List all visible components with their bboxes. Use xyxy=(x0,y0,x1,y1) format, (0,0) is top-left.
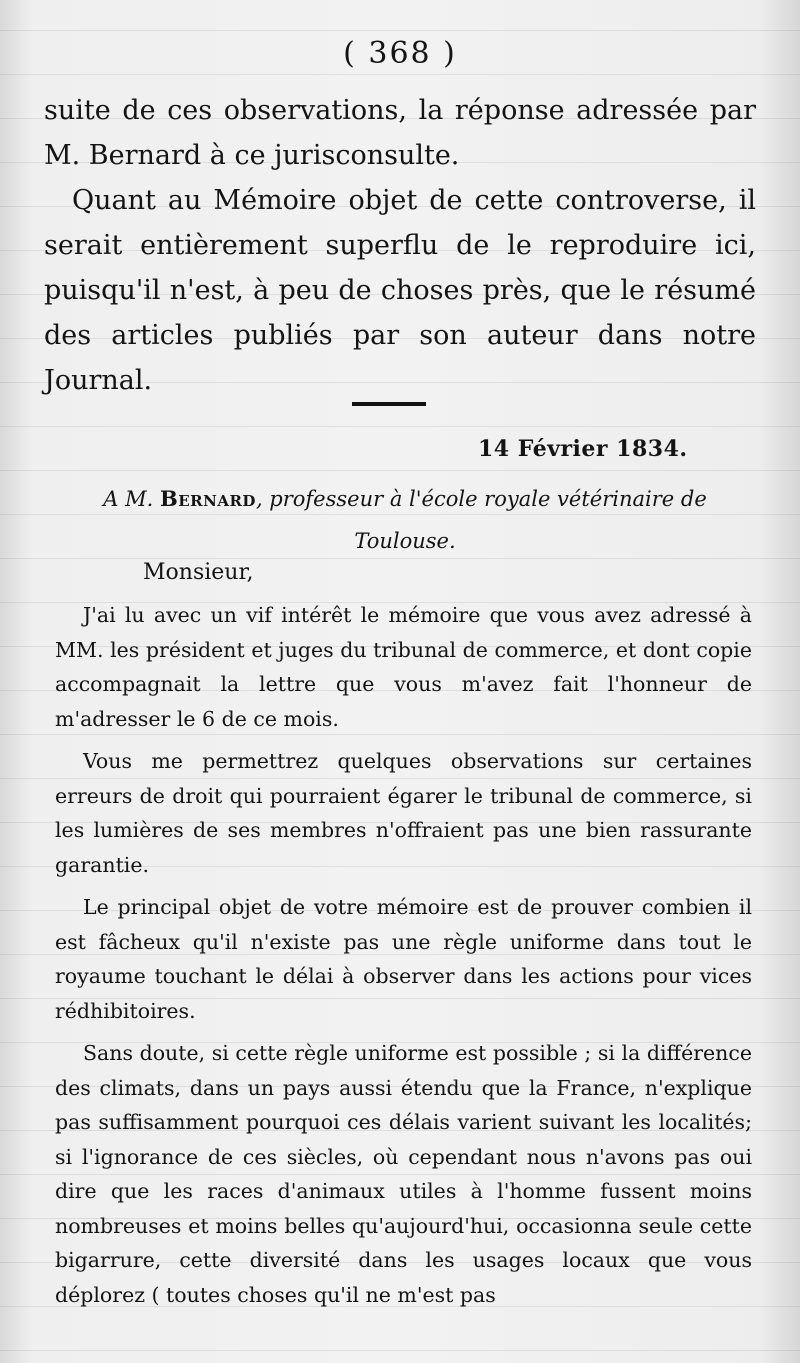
address-prefix: A M. xyxy=(103,487,154,511)
letter-paragraph: Le principal objet de votre mémoire est de prouver combien il est fâcheux qu'il n'existe pas une règle uniforme dans tout le royaume touchant le délai à observer dans les actions pour vices rédhibitoires. xyxy=(55,895,752,1023)
page-number: ( 368 ) xyxy=(343,36,457,71)
address-rest: , professeur à l'école royale vétérinaire de Toulouse. xyxy=(255,487,707,553)
letter-paragraph: J'ai lu avec un vif intérêt le mémoire que vous avez adressé à MM. les président et juges du tribunal de commerce, et dont copie accompagnait la lettre que vous m'avez fait l'honneur de m'adresser le 6 de ce mois. xyxy=(55,603,752,731)
intro-paragraph-2: Quant au Mémoire objet de cette controverse, il serait entièrement superflu de le reproduire ici, puisqu'il n'est, à peu de choses près, que le résumé des articles publiés par son auteur dans notre Journal. xyxy=(44,185,756,396)
letter-address xyxy=(60,478,750,562)
letter-paragraph: Sans doute, si cette règle uniforme est possible ; si la différence des climats, dans un pays aussi étendu que la France, n'explique pas suffisamment pourquoi ces délais varient suivant les localités; si l'ignorance de ces siècles, où cependant nous n'avons pas oui dire que les races d'animaux utiles à l'homme fussent moins nombreuses et moins belles qu'aujourd'hui, occasionna seule cette bigarrure, cette diversité dans les usages locaux que vous déplorez ( toutes choses qu'il ne m'est pas xyxy=(55,1041,752,1307)
intro-paragraph-1: suite de ces observations, la réponse adressée par M. Bernard à ce jurisconsulte. xyxy=(44,95,756,171)
section-divider xyxy=(352,402,426,406)
intro-text xyxy=(44,88,756,403)
letter-paragraph: Vous me permettrez quelques observations sur certaines erreurs de droit qui pourraient égarer le tribunal de commerce, si les lumières de ses membres n'offraient pas une bien rassurante garantie. xyxy=(55,749,752,877)
salutation: Monsieur, xyxy=(143,560,254,585)
letter-body xyxy=(55,598,752,1320)
address-name: Bernard xyxy=(159,486,256,511)
letter-date: 14 Février 1834. xyxy=(478,436,688,462)
